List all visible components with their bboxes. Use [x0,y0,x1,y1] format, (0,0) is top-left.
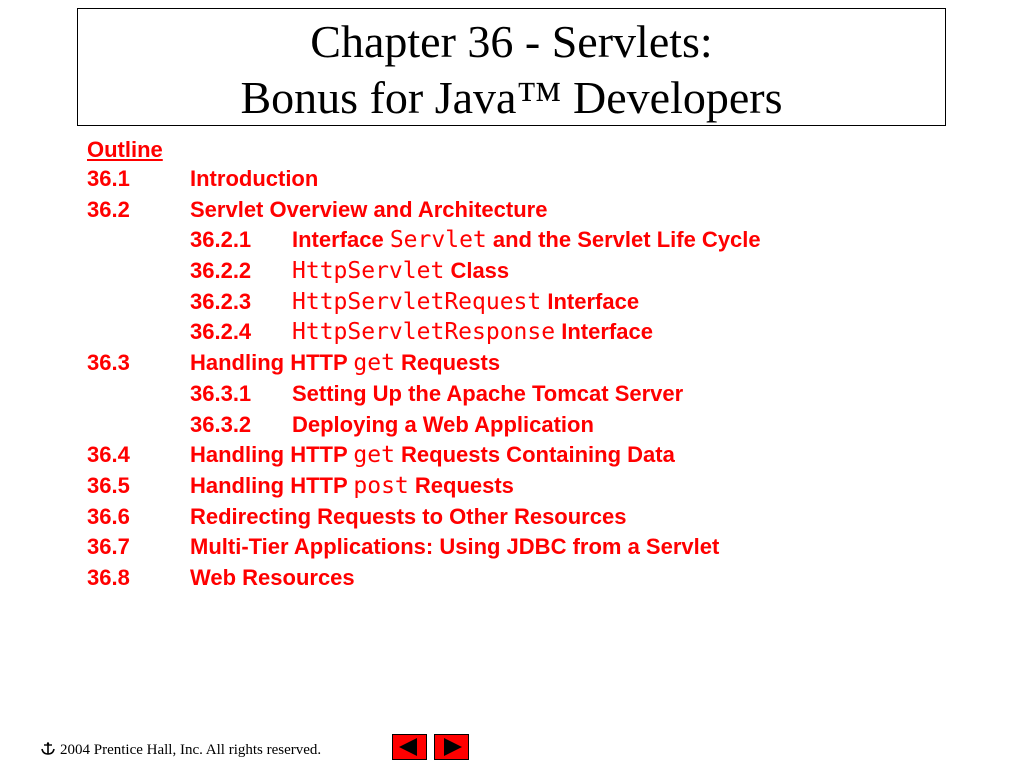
outline-item [87,256,510,287]
footer [40,742,321,761]
outline-item [87,195,548,226]
outline-item-label [292,256,509,287]
label-text: Web Resources [190,564,355,590]
outline-item [87,410,594,441]
outline-item [87,287,640,318]
outline-item-number: 36.4 [87,442,130,468]
previous-slide-button[interactable] [392,734,427,760]
copyright-text: 2004 Prentice Hall, Inc. All rights reserved. [60,742,322,758]
label-text: Introduction [190,166,319,191]
outline-item [87,502,627,533]
outline-item-label [190,471,514,502]
title-line-2: Bonus for Java™ Developers [240,72,783,123]
outline-item [87,532,720,563]
outline-item-label [190,164,318,195]
label-text: Setting Up the Apache Tomcat Server [292,380,684,406]
code-term: Servlet [389,227,487,254]
outline-item-label [292,317,653,348]
outline-item-label [292,225,761,256]
outline-item-number: 36.7 [87,534,130,560]
outline-item [87,563,355,594]
outline-item [87,225,761,256]
outline-item-label [190,195,547,226]
outline-item-number: 36.3.1 [190,380,252,406]
label-text: Interface [292,227,390,253]
anchor-icon [40,742,56,761]
outline-item-number: 36.2.2 [190,258,252,284]
outline-item-number: 36.1 [87,166,130,191]
outline-item-label [292,287,639,318]
outline-item-label [292,379,683,410]
code-term: HttpServletResponse [292,319,556,346]
outline-item-label [190,502,626,533]
outline-item-number: 36.6 [87,503,130,529]
outline [87,136,761,594]
code-term: get [353,350,395,377]
arrow-right-icon [444,738,462,756]
outline-item-label [190,532,719,563]
label-text: Multi-Tier Applications: Using JDBC from a Servlet [190,534,720,560]
outline-item-number: 36.3 [87,350,130,376]
label-text: Requests [394,350,501,376]
label-text: Requests [408,472,514,498]
outline-item [87,440,675,471]
arrow-left-icon [399,738,417,756]
code-term: post [353,472,409,499]
label-text: Class [444,258,510,284]
title-line-1: Chapter 36 - Servlets: [310,16,713,67]
label-text: and the Servlet Life Cycle [486,227,761,253]
label-text: Requests Containing Data [394,442,675,468]
label-text: Redirecting Requests to Other Resources [190,503,627,529]
outline-item-number: 36.2.1 [190,227,252,253]
label-text: Handling HTTP [190,350,354,376]
outline-item-label [292,410,594,441]
label-text: Servlet Overview and Architecture [190,196,548,222]
outline-item [87,471,514,502]
outline-item [87,164,319,195]
outline-item-label [190,563,355,594]
label-text: Deploying a Web Application [292,411,594,437]
outline-item-number: 36.2 [87,196,130,222]
outline-item [87,379,684,410]
outline-item-number: 36.5 [87,472,130,498]
outline-heading: Outline [87,137,163,162]
code-term: HttpServletRequest [292,288,542,315]
outline-item-number: 36.8 [87,564,130,590]
label-text: Interface [541,288,640,314]
code-term: get [353,442,395,469]
slide-title [77,8,946,126]
code-term: HttpServlet [292,258,445,285]
label-text: Handling HTTP [190,472,354,498]
label-text: Interface [555,319,653,345]
outline-item-label [190,440,675,471]
outline-list [87,164,761,594]
outline-item [87,348,501,379]
outline-item-label [190,348,500,379]
outline-item-number: 36.2.3 [190,288,252,314]
outline-item [87,317,653,348]
outline-item-number: 36.2.4 [190,319,252,345]
label-text: Handling HTTP [190,442,354,468]
next-slide-button[interactable] [434,734,469,760]
outline-item-number: 36.3.2 [190,411,252,437]
